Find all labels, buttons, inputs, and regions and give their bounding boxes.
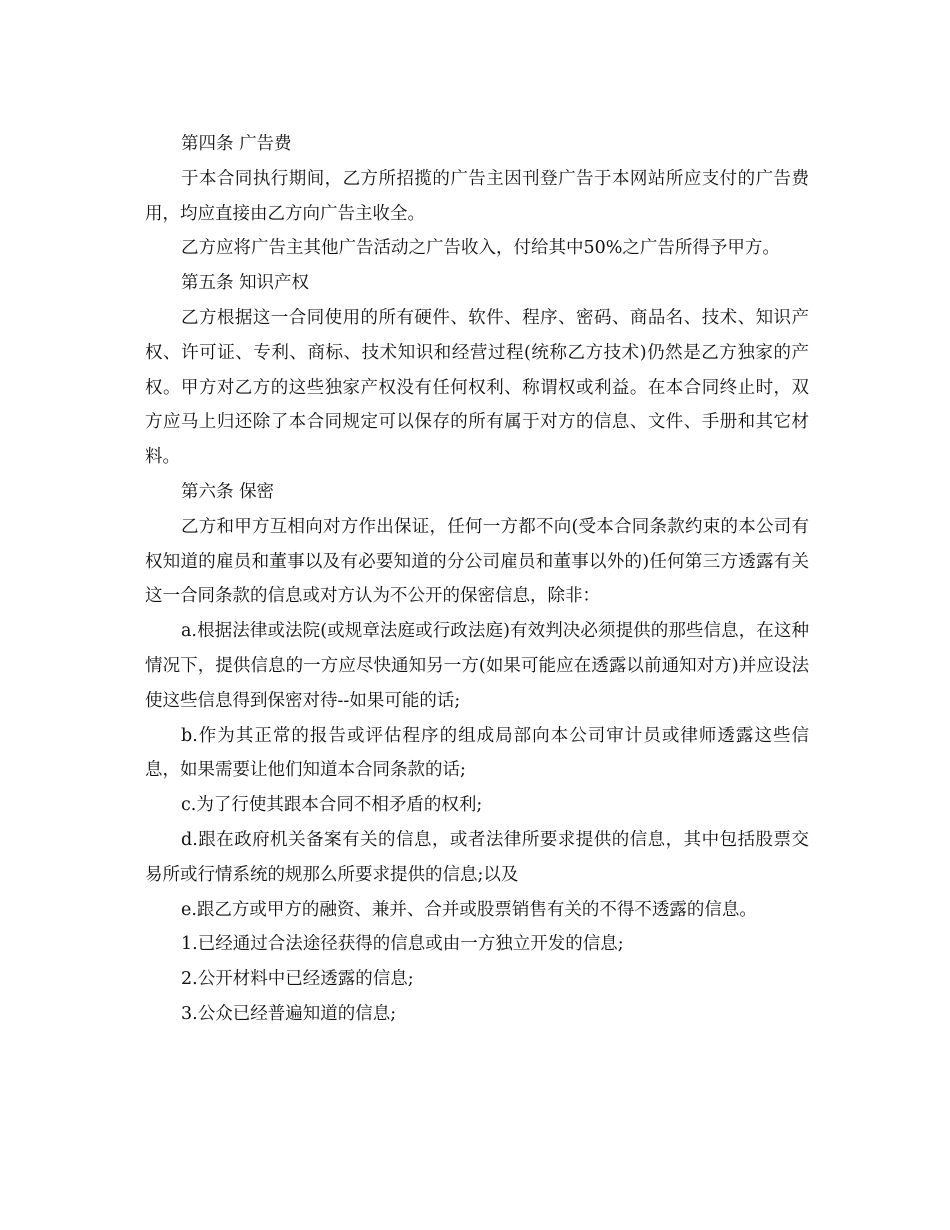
- exception-1: 1.已经通过合法途径获得的信息或由一方独立开发的信息;: [181, 934, 624, 955]
- clause-d: d.跟在政府机关备案有关的信息，或者法律所要求提供的信息，其中包括股票交易所或行情系统的规那么所要求提供的信息;以及: [145, 829, 809, 885]
- article-6-paragraph: 乙方和甲方互相向对方作出保证，任何一方都不向(受本合同条款约束的本公司有权知道的雇员和董事以及有必要知道的分公司雇员和董事以外的)任何第三方透露有关这一合同条款的信息或对方认为不公开的保密信息，除非：: [145, 516, 809, 607]
- clause-b: b.作为其正常的报告或评估程序的组成局部向本公司审计员或律师透露这些信息，如果需要让他们知道本合同条款的话;: [145, 725, 809, 781]
- article-4-paragraph-1: 于本合同执行期间，乙方所招揽的广告主因刊登广告于本网站所应支付的广告费用，均应直接由乙方向广告主收全。: [145, 168, 809, 224]
- exception-2: 2.公开材料中已经透露的信息;: [181, 969, 414, 990]
- article-5-heading: 第五条 知识产权: [181, 273, 310, 294]
- article-4-paragraph-2: 乙方应将广告主其他广告活动之广告收入，付给其中50%之广告所得予甲方。: [181, 238, 780, 259]
- exception-3: 3.公众已经普遍知道的信息;: [181, 1003, 397, 1024]
- clause-a: a.根据法律或法院(或规章法庭或行政法庭)有效判决必须提供的那些信息，在这种情况下，提供信息的一方应尽快通知另一方(如果可能应在透露以前通知对方)并应设法使这些信息得到保密对待--如果可能的话;: [145, 621, 809, 711]
- document-body: [145, 127, 809, 1032]
- article-5-paragraph: 乙方根据这一合同使用的所有硬件、软件、程序、密码、商品名、技术、知识产权、许可证、专利、商标、技术知识和经营过程(统称乙方技术)仍然是乙方独家的产权。甲方对乙方的这些独家产权没有任何权利、称谓权或利益。在本合同终止时，双方应马上归还除了本合同规定可以保存的所有属于对方的信息、文件、手册和其它材料。: [145, 307, 809, 468]
- article-6-heading: 第六条 保密: [181, 481, 275, 502]
- clause-c: c.为了行使其跟本合同不相矛盾的权利;: [181, 795, 483, 816]
- article-4-heading: 第四条 广告费: [181, 134, 292, 154]
- clause-e: e.跟乙方或甲方的融资、兼并、合并或股票销售有关的不得不透露的信息。: [181, 899, 757, 920]
